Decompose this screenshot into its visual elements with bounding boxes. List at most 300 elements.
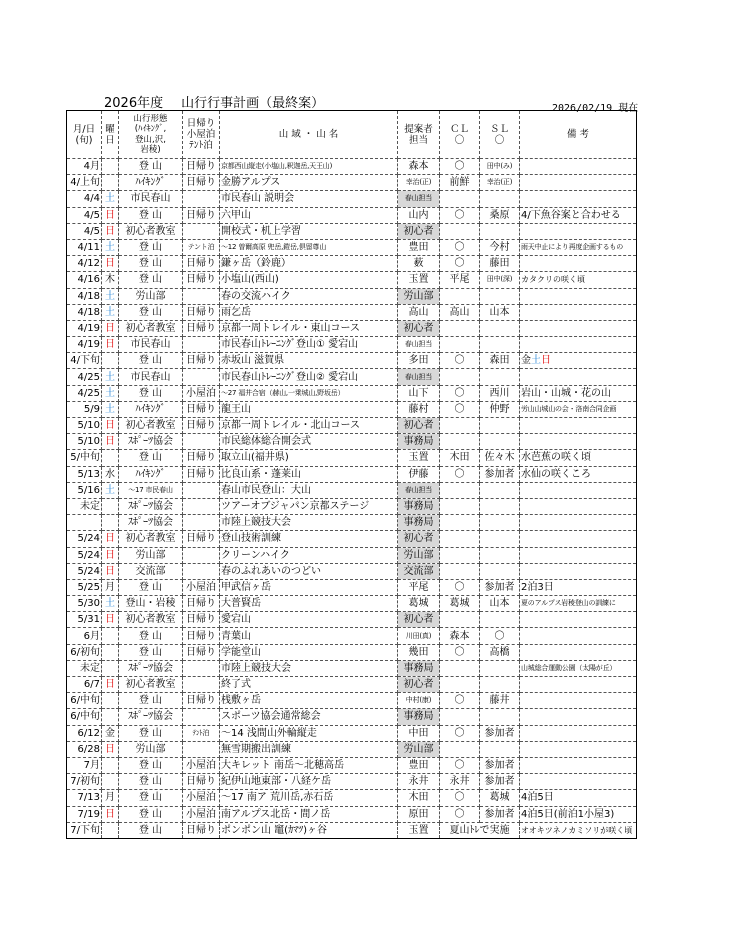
cell-day: 日 [102,563,119,579]
cell-cl: 〇 [440,239,480,255]
cell-sl [480,434,520,450]
cell-proposer: 藤村 [398,401,440,417]
cell-date: 4/12 [67,256,102,272]
cell-sl: 高橋 [480,644,520,660]
cell-day: 日 [102,434,119,450]
cell-sl: 〇 [480,628,520,644]
header-day: 曜 日 [102,111,119,159]
cell-sl [480,547,520,563]
cell-day [102,660,119,676]
cell-sl [480,531,520,547]
cell-cl [440,191,480,207]
cell-sl: 参加者 [480,757,520,773]
cell-proposer: 春山担当 [398,369,440,385]
cell-proposer: 初心者 [398,612,440,628]
cell-duration [183,660,220,676]
cell-cl [440,223,480,239]
cell-date: 5/10 [67,434,102,450]
cell-day: 金 [102,725,119,741]
cell-proposer: 春山担当 [398,191,440,207]
cell-area: 市陸上競技大会 [220,515,398,531]
cell-cl: 〇 [440,644,480,660]
cell-date: 5/16 [67,482,102,498]
cell-duration [183,677,220,693]
cell-date: 5/24 [67,531,102,547]
cell-notes [520,304,637,320]
cell-date: 未定 [67,498,102,514]
cell-proposer: 木田 [398,790,440,806]
table-row [67,369,637,385]
table-row [67,774,637,790]
cell-type: 労山部 [119,547,183,563]
cell-area: 市民春山ﾄﾚｰﾆﾝｸﾞ登山② 愛宕山 [220,369,398,385]
cell-sl: 森田 [480,353,520,369]
cell-day: 日 [102,418,119,434]
cell-cl: 森本 [440,628,480,644]
cell-cl [440,320,480,336]
cell-sl: 参加者 [480,579,520,595]
cell-cl: 〇 [440,757,480,773]
cell-notes [520,741,637,757]
cell-type: 登 山 [119,693,183,709]
cell-date: 5/31 [67,612,102,628]
cell-area: 学能堂山 [220,644,398,660]
cell-date: 4/11 [67,239,102,255]
cell-proposer: 初心者 [398,531,440,547]
cell-duration [183,337,220,353]
cell-area: 龍王山 [220,401,398,417]
cell-proposer: 玉置 [398,272,440,288]
cell-type: 初心者教室 [119,418,183,434]
cell-day [102,498,119,514]
cell-duration: 日帰り [183,596,220,612]
cell-day: 日 [102,806,119,822]
cell-duration: 日帰り [183,175,220,191]
cell-type: 交流部 [119,563,183,579]
cell-date: 7/初旬 [67,774,102,790]
cell-proposer: 事務局 [398,709,440,725]
cell-type: ﾊｲｷﾝｸﾞ [119,466,183,482]
table-row [67,515,637,531]
cell-proposer: 事務局 [398,434,440,450]
cell-day: 日 [102,741,119,757]
cell-cl [440,612,480,628]
cell-area: 赤坂山 滋賀県 [220,353,398,369]
cell-duration: 日帰り [183,822,220,838]
cell-proposer: 初心者 [398,223,440,239]
cell-day [102,757,119,773]
cell-notes [520,693,637,709]
table-row [67,579,637,595]
cell-date [67,515,102,531]
cell-proposer: 初心者 [398,677,440,693]
table-row [67,547,637,563]
cell-date: 4月 [67,159,102,175]
cell-area: ～14 浅間山外輪縦走 [220,725,398,741]
cell-type: 市民春山 [119,191,183,207]
table-row [67,223,637,239]
cell-area: 無雪期搬出訓練 [220,741,398,757]
cell-duration: 日帰り [183,401,220,417]
cell-date: 4/25 [67,369,102,385]
cell-date: 4/18 [67,288,102,304]
cell-cl: 平尾 [440,272,480,288]
cell-day: 日 [102,256,119,272]
cell-notes [520,515,637,531]
cell-sl: 田中(み) [480,159,520,175]
cell-date: 7/13 [67,790,102,806]
cell-date: 4/5 [67,207,102,223]
cell-cl: 〇 [440,790,480,806]
document-title [104,92,324,111]
cell-duration: 日帰り [183,320,220,336]
cell-cl: 〇 [440,207,480,223]
cell-sl: 藤田 [480,256,520,272]
cell-proposer: 労山部 [398,741,440,757]
cell-notes [520,774,637,790]
cell-duration: 日帰り [183,628,220,644]
cell-day: 日 [102,223,119,239]
header-area: 山 域 ・ 山 名 [220,111,398,159]
cell-sl [480,223,520,239]
cell-duration: 小屋泊 [183,790,220,806]
cell-date: 6/初旬 [67,644,102,660]
cell-proposer: 多田 [398,353,440,369]
cell-day: 日 [102,677,119,693]
cell-duration: 日帰り [183,644,220,660]
cell-duration: 小屋泊 [183,385,220,401]
cell-type: 登 山 [119,207,183,223]
cell-day [102,644,119,660]
cell-notes [520,482,637,498]
cell-date: 4/4 [67,191,102,207]
cell-date: 5/中旬 [67,450,102,466]
table-row [67,337,637,353]
table-row [67,612,637,628]
cell-notes [520,191,637,207]
cell-date: 5/9 [67,401,102,417]
cell-notes [520,434,637,450]
cell-type: 市民春山 [119,337,183,353]
cell-cl [440,288,480,304]
cell-type: 労山部 [119,741,183,757]
cell-proposer: 玉置 [398,822,440,838]
cell-notes: 山城総合運動公園（太陽が丘） [520,660,637,676]
cell-sl [480,320,520,336]
cell-duration: 日帰り [183,693,220,709]
cell-duration: 日帰り [183,531,220,547]
cell-cl: 〇 [440,401,480,417]
cell-notes: 岩山・山城・花の山 [520,385,637,401]
cell-proposer: 幸治(正) [398,175,440,191]
cell-area: 六甲山 [220,207,398,223]
cell-date: 4/19 [67,337,102,353]
cell-sl: 幸治(正) [480,175,520,191]
table-row [67,741,637,757]
cell-sl [480,660,520,676]
cell-type: 登 山 [119,239,183,255]
cell-date: 6/28 [67,741,102,757]
cell-type: 登山・岩稜 [119,596,183,612]
cell-cl: 〇 [440,353,480,369]
cell-area: 愛宕山 [220,612,398,628]
cell-area: 春山市民登山：大山 [220,482,398,498]
cell-duration [183,482,220,498]
cell-cl [440,515,480,531]
cell-notes: 4/下魚谷案と合わせる [520,207,637,223]
cell-notes [520,337,637,353]
cell-sl: 今村 [480,239,520,255]
cell-proposer: 労山部 [398,288,440,304]
cell-day [102,709,119,725]
cell-duration [183,434,220,450]
cell-date: 5/13 [67,466,102,482]
cell-date: 6月 [67,628,102,644]
cell-proposer: 春山担当 [398,337,440,353]
cell-notes: 4泊5日(前泊1小屋3) [520,806,637,822]
cell-sl [480,288,520,304]
cell-sl: 佐々木 [480,450,520,466]
cell-type: 初心者教室 [119,223,183,239]
header-type: 山行形態 (ﾊｲｷﾝｸﾞ, 登山,沢, 岩稜) [119,111,183,159]
cell-duration: 日帰り [183,207,220,223]
cell-notes [520,320,637,336]
cell-duration: 小屋泊 [183,757,220,773]
cell-cl: 葛城 [440,596,480,612]
cell-area: 小塩山(西山) [220,272,398,288]
cell-duration: 小屋泊 [183,806,220,822]
cell-notes [520,418,637,434]
cell-date: 5/10 [67,418,102,434]
cell-day: 土 [102,596,119,612]
cell-proposer: 平尾 [398,579,440,595]
cell-cl: 〇 [440,159,480,175]
cell-area: 市民春山ﾄﾚｰﾆﾝｸﾞ登山① 愛宕山 [220,337,398,353]
cell-cl [440,741,480,757]
cell-duration [183,498,220,514]
cell-cl: 〇 [440,693,480,709]
table-row [67,628,637,644]
cell-cl: 〇 [440,256,480,272]
cell-type: ｽﾎﾟｰﾂ協会 [119,498,183,514]
cell-type: ｽﾎﾟｰﾂ協会 [119,660,183,676]
table-row [67,239,637,255]
cell-date: 7/下旬 [67,822,102,838]
cell-area: 市民総体総合開会式 [220,434,398,450]
cell-proposer: 豊田 [398,757,440,773]
cell-day: 土 [102,191,119,207]
cell-sl: 参加者 [480,806,520,822]
cell-notes [520,369,637,385]
cell-duration: 日帰り [183,612,220,628]
cell-notes [520,677,637,693]
cell-area: 雨乞岳 [220,304,398,320]
cell-cl: 前鮮 [440,175,480,191]
cell-notes: 夏のアルプス岩稜登山の訓練に [520,596,637,612]
cell-type: ｽﾎﾟｰﾂ協会 [119,515,183,531]
header-cl: ＣＬ 〇 [440,111,480,159]
cell-area: 桟敷ヶ岳 [220,693,398,709]
cell-area: 甲武信ヶ岳 [220,579,398,595]
cell-notes [520,644,637,660]
cell-sl [480,741,520,757]
cell-duration: ﾃﾝﾄ泊 [183,725,220,741]
cell-day: 月 [102,579,119,595]
table-row [67,272,637,288]
cell-type: 登 山 [119,790,183,806]
cell-cl [440,709,480,725]
cell-proposer: 初心者 [398,418,440,434]
cell-area: 鎌ヶ岳（鈴鹿） [220,256,398,272]
cell-notes [520,175,637,191]
cell-duration: 日帰り [183,418,220,434]
cell-duration: 日帰り [183,466,220,482]
cell-proposer: 春山担当 [398,482,440,498]
table-row [67,498,637,514]
cell-day [102,159,119,175]
cell-duration: 日帰り [183,353,220,369]
cell-notes [520,256,637,272]
cell-day: 土 [102,369,119,385]
cell-proposer: 労山部 [398,547,440,563]
cell-duration: 日帰り [183,272,220,288]
cell-sl: 葛城 [480,790,520,806]
table-row [67,353,637,369]
cell-proposer: 森本 [398,159,440,175]
cell-area: 金勝アルプス [220,175,398,191]
cell-type: 登 山 [119,806,183,822]
cell-date: 4/上旬 [67,175,102,191]
cell-day [102,353,119,369]
cell-date: 5/30 [67,596,102,612]
cell-date: 5/24 [67,547,102,563]
cell-notes [520,159,637,175]
table-row [67,596,637,612]
cell-date: 4/5 [67,223,102,239]
cell-type: 市民春山 [119,369,183,385]
header-row [67,111,637,159]
cell-notes [520,628,637,644]
cell-date: 7/19 [67,806,102,822]
cell-date: 6/中旬 [67,709,102,725]
cell-day: 日 [102,337,119,353]
cell-proposer: 事務局 [398,498,440,514]
cell-area: 取立山(福井県) [220,450,398,466]
cell-area: 市民春山 説明会 [220,191,398,207]
cell-notes: 4泊5日 [520,790,637,806]
cell-day: 土 [102,304,119,320]
cell-notes: 水芭蕉の咲く頃 [520,450,637,466]
cell-sl [480,191,520,207]
cell-cl [440,660,480,676]
cell-notes: 労山山城山の会・洛南合同企画 [520,401,637,417]
cell-area: クリーンハイク [220,547,398,563]
cell-duration [183,288,220,304]
table-row [67,563,637,579]
cell-notes [520,353,637,369]
table-row [67,450,637,466]
table-row [67,790,637,806]
cell-type: 登 山 [119,757,183,773]
cell-duration: 日帰り [183,774,220,790]
schedule-table [66,110,637,839]
cell-type: 初心者教室 [119,612,183,628]
cell-area: 南アルプス北岳・間ノ岳 [220,806,398,822]
table-row [67,191,637,207]
cell-type: ﾊｲｷﾝｸﾞ [119,175,183,191]
cell-type: ｽﾎﾟｰﾂ協会 [119,434,183,450]
cell-day: 土 [102,401,119,417]
cell-duration [183,223,220,239]
table-row [67,693,637,709]
cell-date: 6/12 [67,725,102,741]
cell-cl: 高山 [440,304,480,320]
cell-proposer: 中村(康) [398,693,440,709]
cell-duration [183,547,220,563]
cell-day [102,822,119,838]
cell-day: 土 [102,385,119,401]
cell-cl [440,498,480,514]
cell-duration [183,709,220,725]
cell-area: 紀伊山地東部・八経ケ岳 [220,774,398,790]
cell-notes [520,531,637,547]
cell-notes [520,563,637,579]
cell-sl [480,612,520,628]
cell-date: 4/下旬 [67,353,102,369]
cell-day: 日 [102,547,119,563]
cell-duration: 日帰り [183,304,220,320]
cell-duration: 日帰り [183,256,220,272]
table-row [67,709,637,725]
cell-area: 終了式 [220,677,398,693]
cell-type: 登 山 [119,450,183,466]
cell-date: 7月 [67,757,102,773]
cell-area: ツアーオブジャパン京都ステージ [220,498,398,514]
cell-sl: 仲野 [480,401,520,417]
as-of-date: 2026/02/19 現在 [552,103,639,114]
cell-type: 登 山 [119,774,183,790]
cell-cl [440,434,480,450]
table-row [67,660,637,676]
cell-type: 登 山 [119,353,183,369]
cell-cl [440,369,480,385]
cell-type: 登 山 [119,628,183,644]
cell-proposer: 山下 [398,385,440,401]
cell-date: 6/7 [67,677,102,693]
cell-date: 4/19 [67,320,102,336]
table-row [67,385,637,401]
cell-cl: 〇 [440,579,480,595]
cell-area: 京都一周トレイル・東山コース [220,320,398,336]
table-row [67,822,637,838]
cell-cl: 〇 [440,385,480,401]
cell-day [102,450,119,466]
cell-sl [480,482,520,498]
cell-area: ～12 曽爾高原 兜岳,鎧岳,倶留尊山 [220,239,398,255]
cell-notes [520,709,637,725]
cell-day: 日 [102,531,119,547]
table-row [67,531,637,547]
cell-day: 月 [102,790,119,806]
cell-sl: 田中(深) [480,272,520,288]
cell-sl: 山本 [480,596,520,612]
table-row [67,418,637,434]
cell-type: 登 山 [119,385,183,401]
table-row [67,207,637,223]
cell-proposer: 葛城 [398,596,440,612]
cell-area: ポンポン山 竈(ｶﾏﾂ)ヶ谷 [220,822,398,838]
cell-cl [440,418,480,434]
